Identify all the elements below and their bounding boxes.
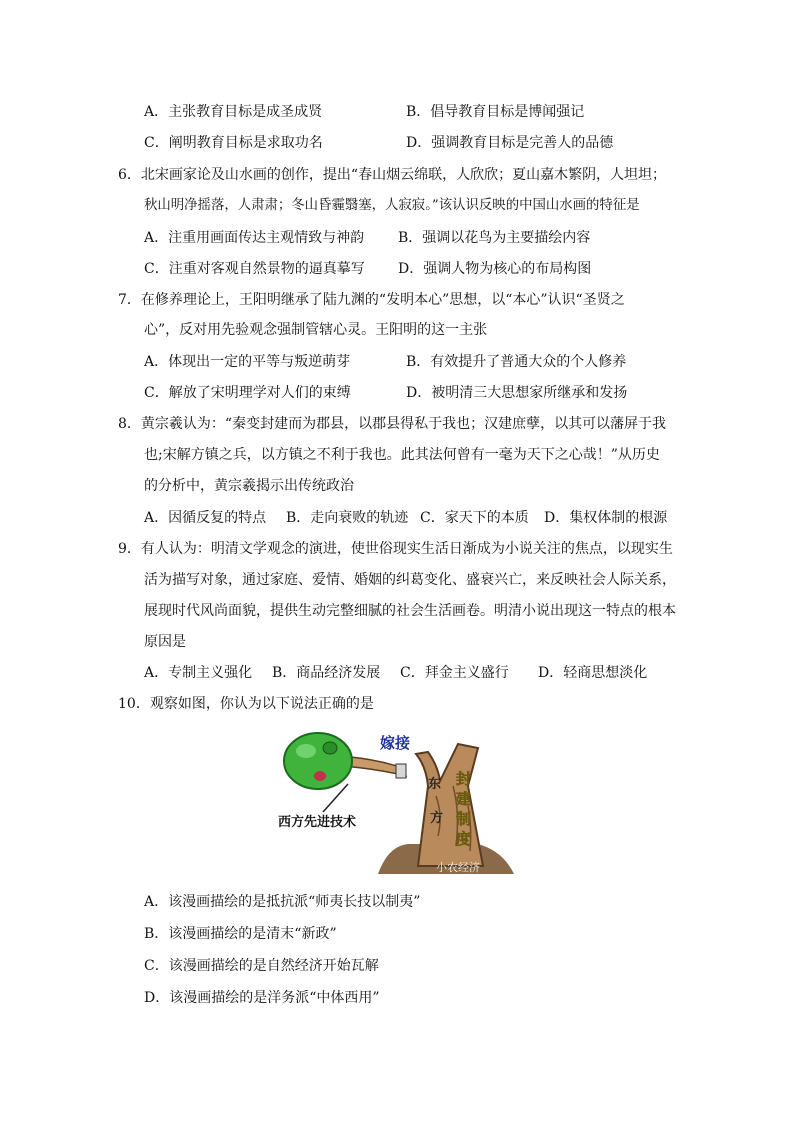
tree-trunk [416,744,483,866]
q9-stem-line-3: 展现时代风尚面貌，提供生动完整细腻的社会生活画卷。明清小说出现这一特点的根本 [144,603,676,619]
q8-option-a: A．因循反复的特点 [144,510,267,526]
leaf-highlight [296,744,316,758]
q8-stem-line-1: 8．黄宗羲认为：“秦变封建而为郡县，以郡县得私于我也；汉建庶孽，以其可以藩屏于我 [118,416,667,432]
q8-option-d: D．集权体制的根源 [544,510,668,526]
q8-option-b: B．走向衰败的轨迹 [286,510,409,526]
fruit-icon [314,771,326,781]
q10-stem-line-1: 10．观察如图，你认为以下说法正确的是 [118,696,374,712]
cartoon-illustration [278,726,518,874]
q6-stem-line-1: 6．北宋画家论及山水画的创作，提出“春山烟云绵联，人欣欣；夏山嘉木繁阴，人坦坦； [118,167,667,183]
q5-option-a: A．主张教育目标是成圣成贤 [144,104,323,120]
q5-option-b: B．倡导教育目标是博闻强记 [406,104,585,120]
q10-option-a: A．该漫画描绘的是抵抗派“师夷长技以制夷” [144,894,421,910]
q5-option-d: D．强调教育目标是完善人的品德 [406,135,614,151]
q8-stem-line-2: 也;宋解方镇之兵，以方镇之不利于我也。此其法何曾有一毫为天下之心哉！”从历史 [144,447,660,463]
q6-option-c: C．注重对客观自然景物的逼真摹写 [144,261,365,277]
q7-stem-line-2: 心”，反对用先验观念强制管辖心灵。王阳明的这一主张 [144,322,488,338]
branch-label: 西方先进技术 [278,815,357,830]
q10-option-c: C．该漫画描绘的是自然经济开始瓦解 [144,958,379,974]
graft-label: 嫁接 [380,734,411,752]
q7-option-d: D．被明清三大思想家所继承和发扬 [406,385,628,401]
q9-stem-line-1: 9．有人认为：明清文学观念的演进，使世俗现实生活日渐成为小说关注的焦点，以现实生 [118,541,673,557]
q6-option-a: A．注重用画面传达主观情致与神韵 [144,230,365,246]
q8-stem-line-3: 的分析中，黄宗羲揭示出传统政治 [144,478,354,494]
trunk-label-east-1: 东 [428,777,442,792]
q7-option-a: A．体现出一定的平等与叛逆萌芽 [144,354,351,370]
feudal-char-3: 制 [456,810,472,828]
q10-option-d: D．该漫画描绘的是洋务派“中体西用” [144,990,380,1006]
q9-option-c: C．拜金主义盛行 [400,665,509,681]
q7-stem-line-1: 7．在修养理论上，王阳明继承了陆九渊的“发明本心”思想，以“本心”认识“圣贤之 [118,292,625,308]
q6-option-d: D．强调人物为核心的布局构图 [398,261,592,277]
graft-binding [396,764,406,778]
trunk-label-east-2: 方 [430,811,444,826]
q8-option-c: C．家天下的本质 [420,510,529,526]
q9-option-d: D．轻商思想淡化 [538,665,648,681]
q5-option-c: C．阐明教育目标是求取功名 [144,135,323,151]
q6-option-b: B．强调以花鸟为主要描绘内容 [398,230,591,246]
q9-option-a: A．专制主义强化 [144,665,253,681]
q7-option-c: C．解放了宋明理学对人们的束缚 [144,385,351,401]
feudal-char-1: 封 [456,770,472,788]
q7-option-b: B．有效提升了普通大众的个人修养 [406,354,627,370]
q10-option-b: B．该漫画描绘的是清末“新政” [144,926,337,942]
q9-stem-line-4: 原因是 [144,634,186,650]
q9-stem-line-2: 活为描写对象，通过家庭、爱情、婚姻的纠葛变化、盛衰兴亡，来反映社会人际关系， [144,572,676,588]
feudal-char-4: 度 [456,830,472,848]
q6-stem-line-2: 秋山明净摇落，人肃肃；冬山昏霾翳塞，人寂寂。”该认识反映的中国山水画的特征是 [144,198,640,213]
q9-option-b: B．商品经济发展 [272,665,381,681]
leaf-blob [323,742,337,754]
cartoon-svg [278,726,518,874]
ground-label: 小农经济 [436,861,480,874]
feudal-char-2: 建 [456,790,472,808]
